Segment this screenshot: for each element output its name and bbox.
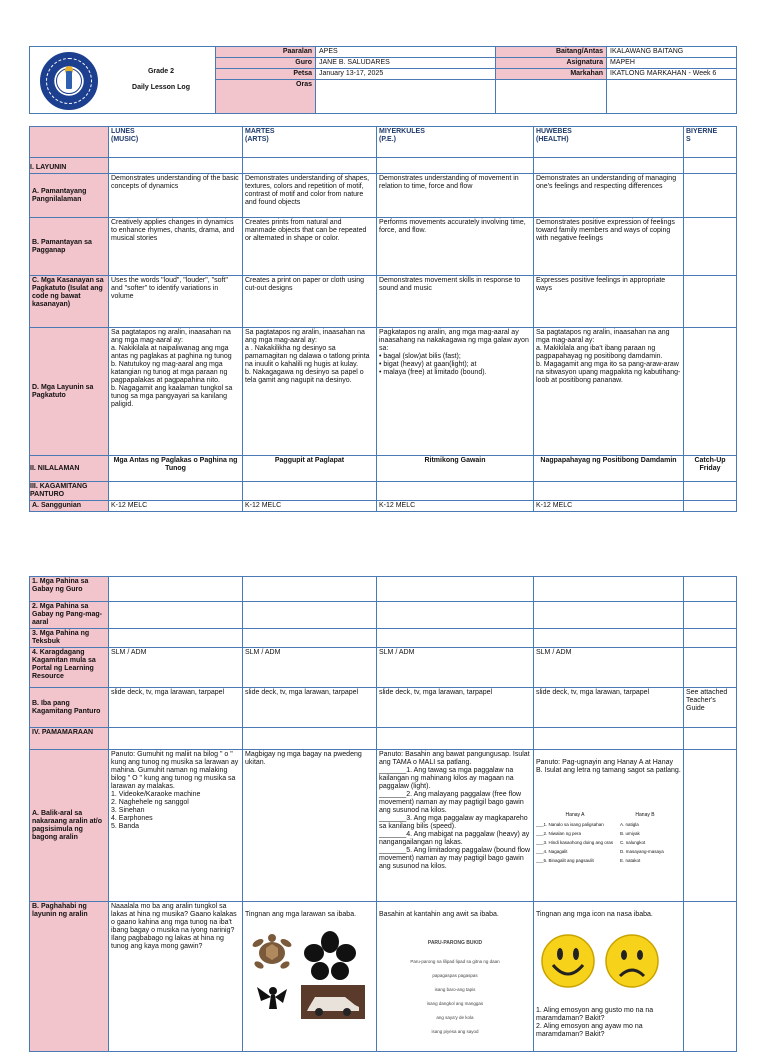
log-title: Daily Lesson Log — [132, 84, 190, 91]
paghahabi-wednesday-text: Basahin at kantahin ang awit sa ibaba. — [379, 911, 499, 918]
grade-label: Grade 2 — [147, 68, 175, 75]
nilalaman-tuesday: Paggupit at Paglapat — [243, 456, 377, 482]
day-header-thursday: HUWEBES (HEALTH) — [534, 127, 684, 158]
cell-a-wednesday: Demonstrates understanding of movement in relation to time, force and flow — [377, 174, 534, 218]
hanay-match-image — [536, 811, 681, 865]
poem-line: isang piyesa ang sayod — [431, 1029, 479, 1034]
oras-empty-1 — [496, 80, 607, 114]
karagdagang-tuesday: SLM / ADM — [243, 648, 377, 688]
cell-d-wednesday: Pagkatapos ng aralin, ang mga mag-aaral ay inaasahang na nakakagawa ng mga galaw ayon sa: • bagal (slow)at bilis (fast); • bigat (heavy) at gaan(light); at • malaya (free) at limitado (bound). — [377, 328, 534, 456]
hanay-a-item: ___2. Niwalan ng pera — [536, 831, 582, 836]
sanggunian-monday: K-12 MELC — [109, 501, 243, 512]
song-lyrics-image — [379, 933, 531, 1042]
nilalaman-thursday: Nagpapahayag ng Positibong Damdamin — [534, 456, 684, 482]
cell-a-thursday: Demonstrates an understanding of managing one's feelings and respecting differences — [534, 174, 684, 218]
cell-b-tuesday: Creates prints from natural and manmade objects that can be repeated or alternated in shape or color. — [243, 218, 377, 276]
teksbuk-thursday — [534, 629, 684, 648]
emotion-icons — [540, 933, 681, 989]
cell-d-monday: Sa pagtatapos ng aralin, inaasahan na ang mga mag-aaral ay: a. Nakikilala at naipaliwanag ang mga antas ng paglakas at paghina ng tunog b. Natutukoy ng mag-aaral ang mga katangian ng tunog at mga paraan ng pagpapalakas at pagpapahina nito. b. Nagagamit ang kaalaman tungkol sa tunog sa mga pangyayari sa kanilang paligid. — [109, 328, 243, 456]
paghahabi-friday — [684, 902, 737, 1052]
cell-a-tuesday: Demonstrates understanding of shapes, textures, colors and repetition of motif, contrast of motif and color from nature and found objects — [243, 174, 377, 218]
oras-label: Oras — [216, 80, 316, 114]
balik-aral-friday — [684, 750, 737, 902]
day-header-wednesday: MIYERKULES (P.E.) — [377, 127, 534, 158]
day-header-friday: BIYERNE S — [684, 127, 737, 158]
asignatura-label: Asignatura — [496, 58, 607, 69]
hanay-b-item: A. natigla — [620, 822, 639, 827]
paghahabi-thursday-text: Tingnan ang mga icon na nasa ibaba. — [536, 911, 653, 918]
poem-title: PARU-PARONG BUKID — [427, 940, 483, 946]
guro-value: JANE B. SALUDARES — [316, 58, 496, 69]
baitang-label: Baitang/Antas — [496, 47, 607, 58]
markahan-value: IKATLONG MARKAHAN - Week 6 — [607, 69, 737, 80]
section-pamamaraan: IV. PAMAMARAAN — [30, 728, 109, 750]
sad-face-icon — [604, 933, 660, 989]
header-table — [29, 46, 737, 114]
gabay-guro-monday — [109, 577, 243, 602]
hanay-a-item: ___1. Nanalo sa isang paligsahan — [536, 822, 604, 827]
row-label-sanggunian: A. Sanggunian — [30, 501, 109, 512]
sanggunian-wednesday: K-12 MELC — [377, 501, 534, 512]
car-print-icon — [301, 985, 365, 1019]
gabay-magaaral-tuesday — [243, 602, 377, 629]
row-label-pamantayang-pangnilalaman: A. Pamantayang Pangnilalaman — [30, 174, 109, 218]
poem-line: ang saya'y de kola — [436, 1015, 474, 1020]
paghahabi-thursday — [534, 902, 684, 1052]
row-label-pamantayan-sa-pagganap: B. Pamantayan sa Pagganap — [30, 218, 109, 276]
balik-aral-monday: Panuto: Gumuhit ng maliit na bilog " o " kung ang tunog ng musika sa larawan ay mahina. Gumuhit naman ng malaking bilog " O " kung ang tunog ng musika sa larawan ay malakas. 1. Videoke/Karaoke machine 2. Naghehele ng sanggol 3. Sinehan 4. Earphones 5. Banda — [109, 750, 243, 902]
teksbuk-monday — [109, 629, 243, 648]
guro-label: Guro — [216, 58, 316, 69]
poem-line: isang baro-ang tapis — [434, 987, 476, 992]
poem-line: papagaspas pagaspas — [432, 973, 478, 978]
lesson-table-1 — [29, 126, 737, 512]
sanggunian-friday — [684, 501, 737, 512]
hanay-a-item: ___5. Binagalit ang pagsaulit — [536, 858, 594, 863]
paghahabi-tuesday-text: Tingnan ang mga larawan sa ibaba. — [245, 911, 357, 918]
paghahabi-tuesday — [243, 902, 377, 1052]
cell-b-monday: Creatively applies changes in dynamics to enhance rhymes, chants, drama, and musical stories — [109, 218, 243, 276]
day-header-monday: LUNES (MUSIC) — [109, 127, 243, 158]
section-kagamitan: III. KAGAMITANG PANTURO — [30, 482, 109, 501]
gabay-magaaral-thursday — [534, 602, 684, 629]
balik-aral-tuesday: Magbigay ng mga bagay na pwedeng ukitan. — [243, 750, 377, 902]
corner-cell — [30, 127, 109, 158]
row-label-paghahabi: B. Paghahabi ng layunin ng aralin — [30, 902, 109, 1052]
karagdagang-wednesday: SLM / ADM — [377, 648, 534, 688]
gabay-guro-friday — [684, 577, 737, 602]
hanay-a-item: ___3. Hindi kasaohong doing ang oras — [536, 840, 614, 845]
gabay-magaaral-monday — [109, 602, 243, 629]
hibiscus-flower-icon — [303, 931, 357, 981]
row-label-gabay-guro: 1. Mga Pahina sa Gabay ng Guro — [30, 577, 109, 602]
cell-b-friday — [684, 218, 737, 276]
day-header-tuesday: MARTES (ARTS) — [243, 127, 377, 158]
section-layunin: I. LAYUNIN — [30, 158, 109, 174]
row-label-kasanayan: C. Mga Kasanayan sa Pagkatuto (Isulat ang code ng bawat kasanayan) — [30, 276, 109, 328]
hanay-b-item: B. umiyak — [620, 831, 640, 836]
karagdagang-friday — [684, 648, 737, 688]
row-label-gabay-mag-aaral: 2. Mga Pahina sa Gabay ng Pang-mag-aaral — [30, 602, 109, 629]
oras-empty-2 — [607, 80, 737, 114]
karagdagang-thursday: SLM / ADM — [534, 648, 684, 688]
poem-line: isang dangkol ang manggas — [426, 1001, 484, 1006]
iba-kagamitan-monday: slide deck, tv, mga larawan, tarpapel — [109, 688, 243, 728]
cell-a-friday — [684, 174, 737, 218]
paghahabi-wednesday — [377, 902, 534, 1052]
iba-kagamitan-tuesday: slide deck, tv, mga larawan, tarpapel — [243, 688, 377, 728]
gabay-guro-thursday — [534, 577, 684, 602]
row-label-balik-aral: A. Balik-aral sa nakaraang aralin at/o pagsisimula ng bagong aralin — [30, 750, 109, 902]
printable-images — [245, 931, 374, 1021]
cell-c-thursday: Expresses positive feelings in appropriate ways — [534, 276, 684, 328]
section-nilalaman: II. NILALAMAN — [30, 456, 109, 482]
cell-c-wednesday: Demonstrates movement skills in response to sound and music — [377, 276, 534, 328]
karagdagang-monday: SLM / ADM — [109, 648, 243, 688]
hanay-a-item: ___4. Nagagalit — [536, 849, 568, 854]
cell-b-thursday: Demonstrates positive expression of feelings toward family members and ways of coping with negative feelings — [534, 218, 684, 276]
row-label-iba-pang-kagamitan: B. Iba pang Kagamitang Panturo — [30, 688, 109, 728]
markahan-label: Markahan — [496, 69, 607, 80]
balik-aral-thursday-text: Panuto: Pag-ugnayin ang Hanay A at Hanay B. Isulat ang letra ng tamang sagot sa patlang. — [536, 759, 681, 774]
row-label-teksbuk: 3. Mga Pahina ng Teksbuk — [30, 629, 109, 648]
cell-c-friday — [684, 276, 737, 328]
row-label-karagdagang-kagamitan: 4. Karagdagang Kagamitan mula sa Portal ng Learning Resource — [30, 648, 109, 688]
teksbuk-tuesday — [243, 629, 377, 648]
nilalaman-friday: Catch-Up Friday — [684, 456, 737, 482]
oras-value — [316, 80, 496, 114]
fairy-silhouette-icon — [253, 983, 291, 1019]
hanay-b-item: E. natakot — [620, 858, 641, 863]
cell-d-friday — [684, 328, 737, 456]
hanay-b-title: Hanay B — [635, 812, 655, 818]
cell-b-wednesday: Performs movements accurately involving time, force, and flow. — [377, 218, 534, 276]
cell-d-tuesday: Sa pagtatapos ng aralin, inaasahan na ang mga mag-aaral ay: a . Nakakilikha ng desinyo sa pamamagitan ng dalawa o tatlong printa na inuulit o kahalili ng hugis at kulay. b. Nakagagawa ng desinyo sa papel o tela gamit ang nagupit na desinyo. — [243, 328, 377, 456]
row-label-layunin-sa-pagkatuto: D. Mga Layunin sa Pagkatuto — [30, 328, 109, 456]
petsa-value: January 13-17, 2025 — [316, 69, 496, 80]
turtle-icon — [249, 931, 295, 975]
happy-face-icon — [540, 933, 596, 989]
cell-c-tuesday: Creates a print on paper or cloth using cut-out designs — [243, 276, 377, 328]
petsa-label: Petsa — [216, 69, 316, 80]
balik-aral-thursday — [534, 750, 684, 902]
sanggunian-tuesday: K-12 MELC — [243, 501, 377, 512]
baitang-value: IKALAWANG BAITANG — [607, 47, 737, 58]
nilalaman-monday: Mga Antas ng Paglakas o Paghina ng Tunog — [109, 456, 243, 482]
iba-kagamitan-friday: See attached Teacher's Guide — [684, 688, 737, 728]
gabay-magaaral-friday — [684, 602, 737, 629]
iba-kagamitan-thursday: slide deck, tv, mga larawan, tarpapel — [534, 688, 684, 728]
iba-kagamitan-wednesday: slide deck, tv, mga larawan, tarpapel — [377, 688, 534, 728]
teksbuk-wednesday — [377, 629, 534, 648]
nilalaman-wednesday: Ritmikong Gawain — [377, 456, 534, 482]
cell-c-monday: Uses the words "loud", "louder", "soft" and "softer" to identify variations in volume — [109, 276, 243, 328]
asignatura-value: MAPEH — [607, 58, 737, 69]
balik-aral-wednesday: Panuto: Basahin ang bawat pangungusap. Isulat ang TAMA o MALI sa patlang. _______1. Ang tawag sa mga paggalaw na kailangan ng mahinang kilos ay magaan na paggalaw (light). _______2. Ang malayang paggalaw (free flow movement) naman ay may pagtigil bago gawin ang susunod na kilos. _______3. Ang mga paggalaw ay magkapareho sa kanilang bilis (speed). _______4. Ang mabigat na paggalaw (heavy) ay nangangailangan ng lakas. _______5. Ang limitadong paggalaw (bound flow movement) naman ay may pagtigil bago gawin ang susunod na kilos. — [377, 750, 534, 902]
lesson-table-2 — [29, 576, 737, 1052]
emotion-questions: 1. Aling emosyon ang gusto mo na na maramdaman? Bakit? 2. Aling emosyon ang ayaw mo na maramdaman? Bakit? — [536, 1007, 654, 1038]
gabay-guro-tuesday — [243, 577, 377, 602]
hanay-b-item: D. masayang-masaya — [620, 849, 664, 854]
sanggunian-thursday: K-12 MELC — [534, 501, 684, 512]
paaralan-label: Paaralan — [216, 47, 316, 58]
paaralan-value: APES — [316, 47, 496, 58]
hanay-a-title: Hanay A — [565, 812, 585, 818]
hanay-b-item: C. nalungkot — [620, 840, 646, 845]
paghahabi-monday: Naaalala mo ba ang aralin tungkol sa lakas at hina ng musika? Gaano kalakas o gaano kahina ang mga tunog na iba't ibang bagay o musika na iyong narinig? Ilang pagbabago ng lakas at hina ng tunog ang kaya mong gawin? — [109, 902, 243, 1052]
poem-line: Paru-parong na lilipad lipad sa gitna ng daan — [410, 959, 500, 964]
gabay-magaaral-wednesday — [377, 602, 534, 629]
cell-a-monday: Demonstrates understanding of the basic concepts of dynamics — [109, 174, 243, 218]
teksbuk-friday — [684, 629, 737, 648]
cell-d-thursday: Sa pagtatapos ng aralin, inaasahan na ang mga mag-aaral ay: a. Makikilala ang iba't ibang paraan ng pagpapahayag ng positibong damdamin. b. Magagamit ang mga ito sa pang-araw-araw na sitwasyon upang magpakita ng kabutihang-loob at positibong pananaw. — [534, 328, 684, 456]
gabay-guro-wednesday — [377, 577, 534, 602]
